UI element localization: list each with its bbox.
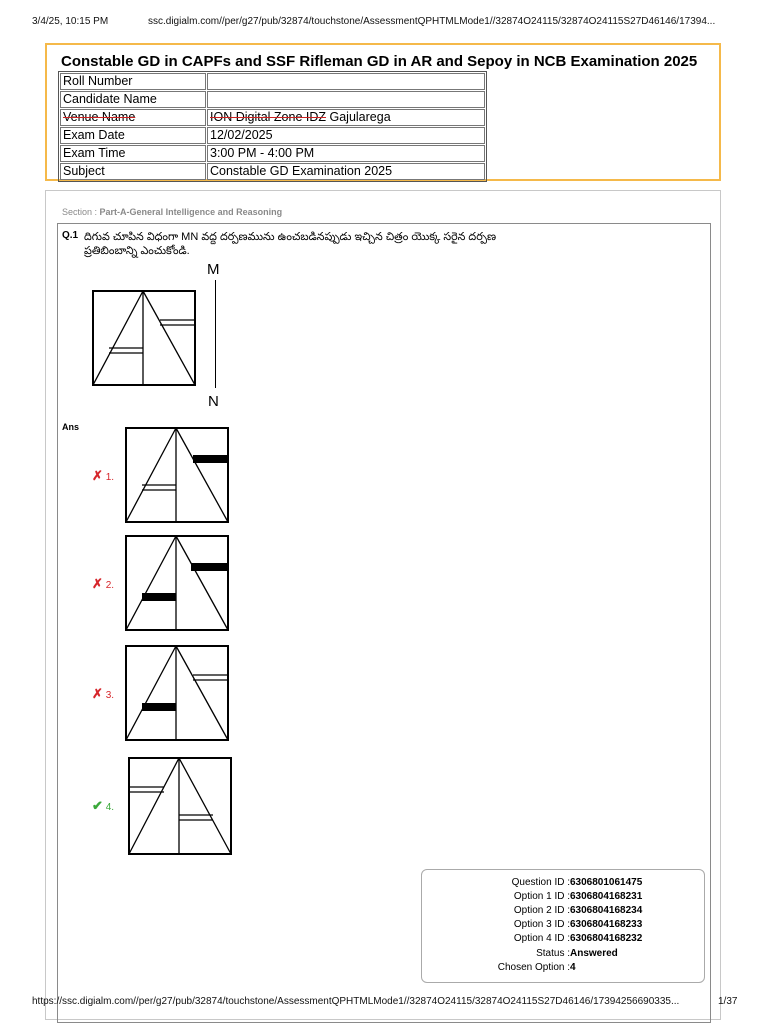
option-3-figure[interactable]: [125, 645, 229, 741]
table-row: [60, 73, 485, 90]
chosen-option-value: 4: [570, 962, 576, 973]
question-number: Q.1: [62, 230, 79, 241]
exam-title: Constable GD in CAPFs and SSF Rifleman GD in AR and Sepoy in NCB Examination 2025: [61, 53, 698, 70]
meta-row: [422, 961, 706, 975]
exam-date-value: 12/02/2025: [207, 127, 485, 144]
option-1-marker: [92, 468, 114, 484]
exam-info-panel: [45, 43, 721, 181]
meta-row: [422, 876, 706, 890]
mirror-label-n: N: [208, 393, 219, 410]
question-id-label: Question ID :: [511, 877, 570, 888]
question-id-value: 6306801061475: [570, 877, 643, 888]
option-3-marker: [92, 686, 114, 702]
option-1-id-value: 6306804168231: [570, 891, 643, 902]
subject-value: Constable GD Examination 2025: [207, 163, 485, 180]
meta-row: [422, 947, 706, 961]
option-1-figure[interactable]: [125, 427, 229, 523]
venue-text: Gajularega: [329, 110, 391, 124]
option-2-id-value: 6306804168234: [570, 905, 643, 916]
answer-label: Ans: [62, 422, 80, 432]
question-panel: [45, 190, 721, 1020]
option-4-id-label: Option 4 ID :: [513, 933, 570, 944]
meta-row: [422, 890, 706, 904]
question-meta-box: [421, 869, 705, 983]
table-row: [60, 91, 485, 108]
option-2-id-label: Option 2 ID :: [513, 905, 570, 916]
option-1-number: 1.: [105, 472, 115, 483]
section-name: Part-A-General Intelligence and Reasoning: [99, 207, 283, 217]
meta-row: [422, 904, 706, 918]
option-3-id-label: Option 3 ID :: [513, 919, 570, 930]
candidate-name-value: [207, 91, 485, 108]
option-4-marker: [92, 798, 114, 814]
meta-row: [422, 932, 706, 946]
question-body: [57, 223, 711, 1023]
option-1-id-label: Option 1 ID :: [513, 891, 570, 902]
subject-label: Subject: [60, 163, 206, 180]
exam-date-label: Exam Date: [60, 127, 206, 144]
status-label: Status :: [536, 948, 570, 959]
check-icon: ✔: [92, 798, 103, 813]
table-row: [60, 127, 485, 144]
option-4-id-value: 6306804168232: [570, 933, 643, 944]
roll-number-label: Roll Number: [60, 73, 206, 90]
table-row: [60, 163, 485, 180]
roll-number-value: [207, 73, 485, 90]
table-row: [60, 145, 485, 162]
option-2-figure[interactable]: [125, 535, 229, 631]
section-label: [62, 207, 282, 217]
option-3-id-value: 6306804168233: [570, 919, 643, 930]
mirror-label-m: M: [207, 261, 220, 278]
option-2-marker: [92, 576, 114, 592]
print-url: ssc.digialm.com//per/g27/pub/32874/touchstone/AssessmentQPHTMLMode1//32874O24115/32874O24115S27D46146/17394...: [148, 16, 716, 27]
chosen-option-label: Chosen Option :: [497, 962, 570, 973]
option-4-figure[interactable]: [128, 757, 232, 855]
candidate-name-label: Candidate Name: [60, 91, 206, 108]
cross-icon: ✗: [92, 576, 103, 591]
question-text: దిగువ చూపిన విధంగా MN వద్ద దర్పణమును ఉంచబడినప్పుడు ఇచ్చిన చిత్రం యొక్క సరైన దర్పణ ప్రతిబింబాన్ని ఎంచుకోండి.: [84, 231, 497, 257]
venue-name-value: [207, 109, 485, 126]
option-2-number: 2.: [105, 580, 115, 591]
print-datetime: 3/4/25, 10:15 PM: [32, 16, 109, 27]
venue-label-text: Venue Name: [63, 110, 136, 124]
venue-struck-text: ION Digital Zone IDZ: [210, 110, 327, 124]
table-row: [60, 109, 485, 126]
page-number: 1/37: [718, 996, 738, 1007]
option-3-number: 3.: [105, 690, 115, 701]
question-figure: [92, 290, 196, 386]
exam-time-label: Exam Time: [60, 145, 206, 162]
mirror-line: [215, 280, 216, 388]
cross-icon: ✗: [92, 686, 103, 701]
section-prefix: Section :: [62, 207, 98, 217]
cross-icon: ✗: [92, 468, 103, 483]
candidate-table: [58, 71, 487, 182]
exam-time-value: 3:00 PM - 4:00 PM: [207, 145, 485, 162]
option-4-number: 4.: [105, 802, 115, 813]
venue-name-label: [60, 109, 206, 126]
status-value: Answered: [570, 948, 618, 959]
footer-url: https://ssc.digialm.com//per/g27/pub/32874/touchstone/AssessmentQPHTMLMode1//32874O24115/32874O24115S27D46146/17394256690335...: [32, 996, 680, 1007]
meta-row: [422, 918, 706, 932]
